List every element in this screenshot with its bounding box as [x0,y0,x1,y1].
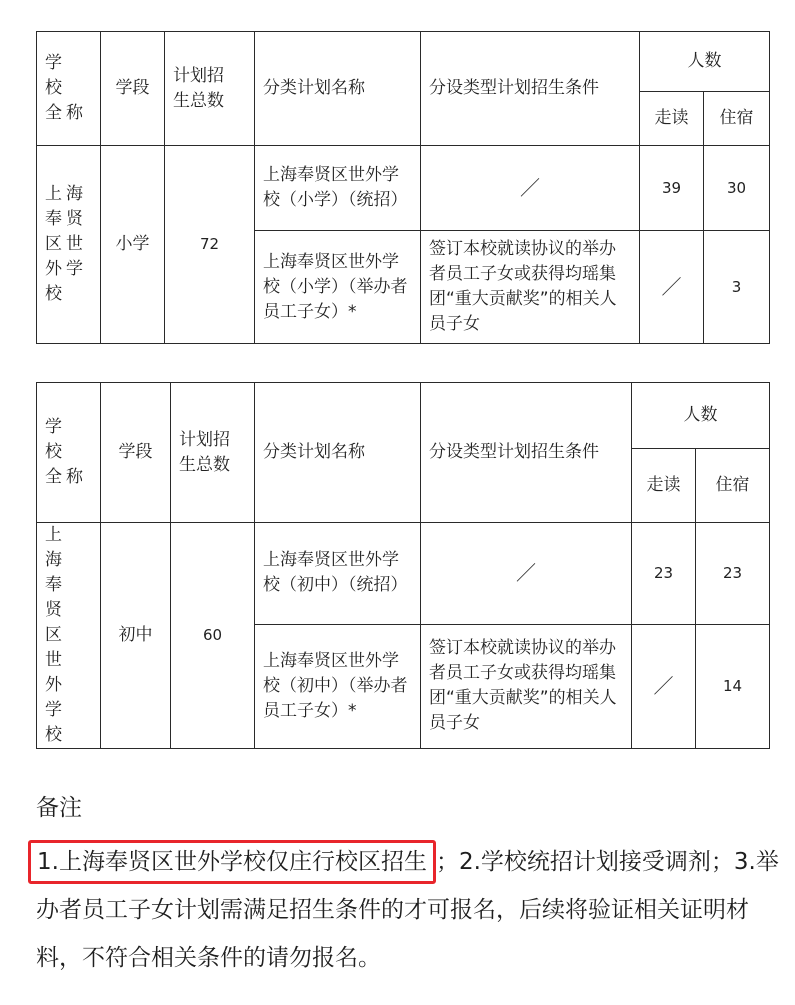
total-cell: 60 [171,523,255,749]
header-count: 人数 [632,383,770,449]
school-name-cell: 上海 奉贤 区世 外学 校 [37,146,101,344]
header-day-student: 走读 [640,92,704,146]
notes-title: 备注 [36,795,82,821]
school-name-cell: 上 海 奉 贤 区 世 外 学 校 [37,523,101,749]
header-count: 人数 [640,32,770,92]
day-count-cell: 39 [640,146,704,231]
board-count-cell: 23 [696,523,770,625]
condition-cell: 签订本校就读协议的举办者员工子女或获得均瑶集团“重大贡献奖”的相关人员子女 [421,624,632,748]
total-cell: 72 [165,146,255,344]
category-cell: 上海奉贤区世外学校（小学）（统招） [255,146,421,231]
middle-plan-table [36,382,770,749]
header-category: 分类计划名称 [255,32,421,146]
board-count-cell: 3 [704,231,770,344]
primary-plan-table [36,31,770,344]
stage-cell: 小学 [101,146,165,344]
header-stage: 学段 [101,383,171,523]
header-category: 分类计划名称 [255,383,421,523]
day-count-cell: 23 [632,523,696,625]
header-school-name: 学 校 全称 [37,383,101,523]
condition-cell: ／ [421,523,632,625]
notes-body [36,838,781,982]
header-condition: 分设类型计划招生条件 [421,383,632,523]
highlighted-note: 1.上海奉贤区世外学校仅庄行校区招生 [28,840,436,884]
header-day-student: 走读 [632,449,696,523]
board-count-cell: 14 [696,624,770,748]
day-count-cell: ／ [640,231,704,344]
header-boarding: 住宿 [696,449,770,523]
day-count-cell: ／ [632,624,696,748]
category-cell: 上海奉贤区世外学校（小学）（举办者员工子女）* [255,231,421,344]
stage-cell: 初中 [101,523,171,749]
header-school-name: 学 校 全称 [37,32,101,146]
header-boarding: 住宿 [704,92,770,146]
board-count-cell: 30 [704,146,770,231]
condition-cell: 签订本校就读协议的举办者员工子女或获得均瑶集团“重大贡献奖”的相关人员子女 [421,231,640,344]
header-condition: 分设类型计划招生条件 [421,32,640,146]
category-cell: 上海奉贤区世外学校（初中）（举办者员工子女）* [255,624,421,748]
notes-section [36,790,781,982]
category-cell: 上海奉贤区世外学校（初中）（统招） [255,523,421,625]
header-total: 计划招 生总数 [165,32,255,146]
header-stage: 学段 [101,32,165,146]
header-total: 计划招 生总数 [171,383,255,523]
condition-cell: ／ [421,146,640,231]
notes-rest: ；2.学校统招计划接受调剂；3.举办者员工子女计划需满足招生条件的才可报名，后续将验证相关证明材料，不符合相关条件的请勿报名。 [36,849,779,971]
